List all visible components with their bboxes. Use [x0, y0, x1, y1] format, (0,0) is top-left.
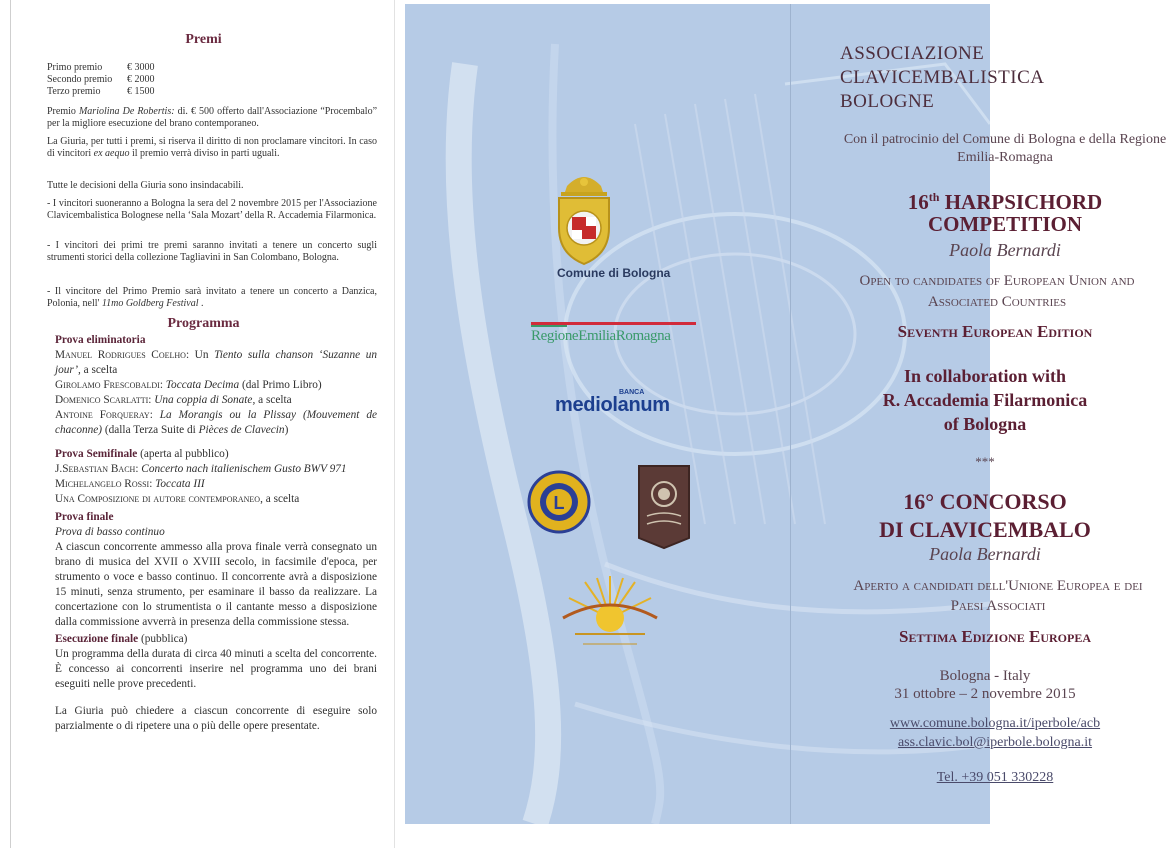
program-item	[55, 408, 377, 438]
prize-row	[47, 74, 377, 86]
settima-edizione-text: Settima Edizione Europea	[899, 627, 1091, 646]
text-run: :	[149, 478, 156, 490]
text-run: HARPSICHORD	[939, 190, 1103, 214]
premio-speciale-text	[47, 106, 377, 130]
text-run: La Giuria, per tutti i premi, si riserva il diritto di non proclamare vincitori. In caso di vincitori	[47, 136, 377, 159]
email-link[interactable]: ass.clavic.bol@iperbole.bologna.it	[897, 735, 1093, 750]
program-item	[55, 393, 377, 408]
text-run: 16	[907, 190, 929, 214]
text-run: th	[928, 190, 940, 204]
place-text: Bologna - Italy	[939, 668, 1031, 684]
lions-club-logo-icon	[526, 470, 592, 534]
fold-line	[790, 4, 791, 824]
text-run: :	[135, 463, 142, 475]
lions-letter: L	[553, 493, 565, 513]
text-run: - Il vincitore del Primo Premio sarà invitato a tenere un concerto a Danzica, Polonia, nell'	[47, 286, 377, 309]
work-title: Pièces de Clavecin	[198, 424, 285, 436]
vincitore-danzica-text	[47, 286, 377, 310]
composer: J.Sebastian Bach	[55, 463, 136, 475]
vincitori-bologna-text: - I vincitori suoneranno a Bologna la sera del 2 novembre 2015 per l'Associazione Clavicembalistica Bolognese nella ‘Sala Mozart’ della R. Accademia Filarmonica.	[47, 198, 377, 221]
work-title: Tiento sulla chanson ‘Suzanne un jour’,	[55, 349, 377, 376]
regione-green-bar	[531, 325, 567, 327]
dates-text: 31 ottobre – 2 novembre 2015	[894, 686, 1076, 702]
giuria-note-text: La Giuria può chiedere a ciascun concorrente di eseguire solo parzialmente o di ripetere una o più delle opere presentate.	[55, 705, 377, 732]
work-title: Concerto nach italienischem Gusto BWV 971	[141, 463, 347, 475]
composer: Antoine Forqueray	[55, 409, 150, 421]
prize-row	[47, 62, 377, 74]
text-run: :	[148, 394, 155, 406]
prize-list	[47, 62, 377, 98]
regione-emilia-romagna-logo: RegioneEmiliaRomagna	[531, 328, 671, 344]
comune-bologna-label: Comune di Bologna	[557, 266, 671, 280]
text-run: )	[284, 424, 289, 436]
text-run: Premio	[47, 106, 79, 117]
separator-stars: ***	[975, 454, 995, 469]
text-run: Mariolina De Robertis:	[78, 106, 175, 117]
composer: Manuel Rodrigues Coelho	[55, 349, 186, 361]
prize-amount: € 3000	[127, 62, 155, 73]
work-title: Toccata Decima	[165, 379, 240, 391]
program-item	[55, 477, 377, 492]
programma-body	[55, 333, 377, 734]
comune-bologna-crest-icon	[553, 170, 615, 268]
text-run: .	[198, 298, 204, 309]
text-run: il premio verrà diviso in parti uguali.	[129, 148, 280, 159]
text-run: (dalla Terza Suite di	[102, 424, 199, 436]
text-run: a scelta	[255, 394, 292, 406]
programma-title: Programma	[167, 316, 240, 331]
assoc-line: ASSOCIAZIONE	[840, 43, 985, 64]
text-run: (dal Primo Libro)	[239, 379, 322, 391]
prize-name: Primo premio	[47, 62, 103, 73]
prize-amount: € 2000	[127, 74, 155, 85]
composer: Una Composizione di autore contemporaneo	[55, 493, 261, 505]
text-run: (pubblica)	[138, 633, 188, 645]
collaboration-line3: of Bologna	[943, 414, 1027, 434]
text-run: ex aequo	[93, 148, 130, 159]
website-link[interactable]: www.comune.bologna.it/iperbole/acb	[889, 716, 1101, 731]
collaboration-line1: In collaboration with	[903, 366, 1067, 386]
text-run: :	[159, 379, 166, 391]
prize-name: Secondo premio	[47, 74, 113, 85]
program-item	[55, 492, 377, 507]
left-panel	[10, 0, 395, 848]
prova-finale-subtitle: Prova di basso continuo	[55, 526, 165, 538]
esecuzione-finale-heading	[55, 632, 377, 647]
prova-finale-text: A ciascun concorrente ammesso alla prova finale verrà consegnato un brano di musica del XVII o XVIII secolo, in facsimile d'epoca, per strumento o voce e basso continuo. Il concorrente avrà a disposizione 15 minuti, senza strumento, per esaminare il basso da realizzare. La concertazione con lo strumentista o il cantante messo a disposizione dalla commissione avverrà in presenza della commissione stessa.	[55, 541, 377, 628]
work-title: La Morangis ou la Plissay (Mouvement de chaconne)	[55, 409, 377, 436]
competition-title-line2: COMPETITION	[927, 212, 1082, 236]
program-item	[55, 378, 377, 393]
prova-eliminatoria-heading: Prova eliminatoria	[55, 334, 146, 346]
collaboration-line2: R. Accademia Filarmonica	[882, 390, 1088, 410]
competition-name-en: Paola Bernardi	[949, 240, 1061, 260]
patrocinio-text: Con il patrocinio del Comune di Bologna e della Regione Emilia-Romagna	[843, 132, 1167, 165]
work-title: Toccata III	[155, 478, 205, 490]
composer: Michelangelo Rossi	[55, 478, 150, 490]
prova-finale-heading: Prova finale	[55, 511, 114, 523]
heading-text: Esecuzione finale	[55, 633, 139, 645]
text-run: :	[149, 409, 160, 421]
open-to-text: Open to candidates of European Union and Associated Countries	[859, 273, 1135, 310]
text-run: a scelta	[80, 364, 118, 376]
program-item	[55, 462, 377, 477]
esecuzione-finale-text: Un programma della durata di circa 40 minuti a scelta del concorrente. È concesso ai concorrenti inserire nel programma uno dei brani eseguiti nelle prove precedenti.	[55, 648, 377, 690]
assoc-line: CLAVICEMBALISTICA	[840, 67, 1045, 88]
banca-label: BANCA	[619, 389, 645, 396]
decisioni-text: Tutte le decisioni della Giuria sono insindacabili.	[47, 180, 244, 191]
giuria-rule-text	[47, 136, 377, 160]
concorso-sunburst-logo-icon	[555, 572, 665, 658]
composer: Girolamo Frescobaldi	[55, 379, 160, 391]
concorso-title-line1: 16° CONCORSO	[903, 489, 1067, 514]
premi-title: Premi	[185, 32, 222, 47]
text-run: di. € 500 offerto dall'Associazione “Procembalo” per la migliore esecuzione del brano contemporaneo.	[47, 106, 378, 129]
heading-text: Prova Semifinale	[55, 448, 138, 460]
seventh-edition-text: Seventh European Edition	[897, 322, 1093, 341]
prize-row	[47, 86, 377, 98]
text-run: 11mo Goldberg Festival	[101, 298, 199, 309]
mediolanum-logo: mediolanum	[555, 394, 670, 416]
text-run: , a scelta	[260, 493, 300, 505]
telephone-link[interactable]: Tel. +39 051 330228	[936, 770, 1054, 785]
concorso-title-line2: DI CLAVICEMBALO	[879, 517, 1091, 542]
text-run: : Un	[185, 349, 215, 361]
text-run: (aperta al pubblico)	[137, 448, 229, 460]
lions-district-badge-icon	[637, 464, 691, 550]
prova-semifinale-heading	[55, 447, 377, 462]
composer: Domenico Scarlatti	[55, 394, 149, 406]
vincitori-tagliavini-text: - I vincitori dei primi tre premi saranno invitati a tenere un concerto sugli strumenti storici della collezione Tagliavini in San Colombano, Bologna.	[47, 240, 377, 263]
program-item	[55, 348, 377, 378]
prize-name: Terzo premio	[47, 86, 101, 97]
work-title: Una coppia di Sonate,	[154, 394, 256, 406]
associazione-title	[840, 42, 1045, 114]
aperto-text: Aperto a candidati dell'Unione Europea e dei Paesi Associati	[853, 578, 1143, 614]
competition-name-it: Paola Bernardi	[929, 544, 1041, 564]
prize-amount: € 1500	[127, 86, 155, 97]
assoc-line: BOLOGNE	[840, 91, 935, 112]
